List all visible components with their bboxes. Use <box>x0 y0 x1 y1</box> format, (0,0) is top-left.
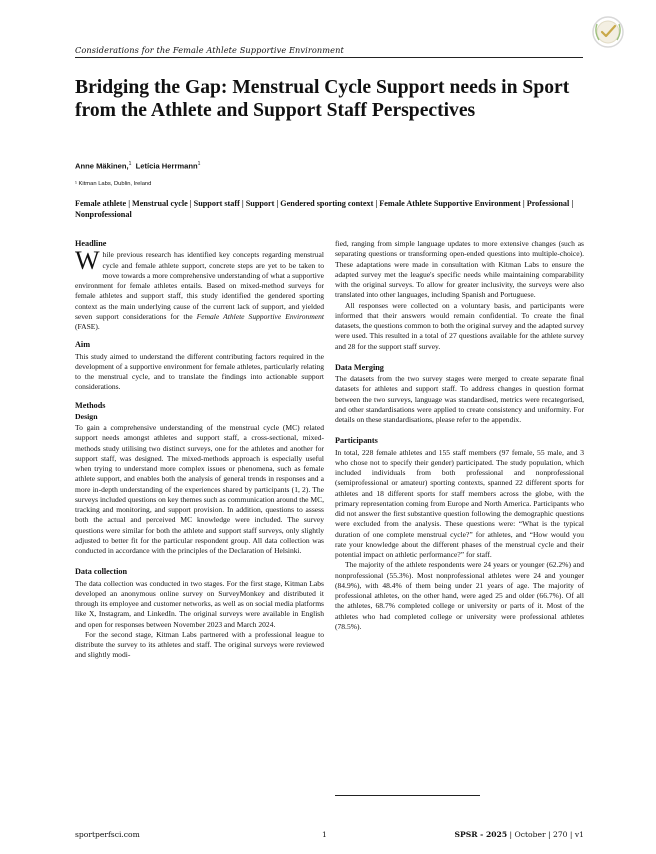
header-rule <box>75 57 583 58</box>
keywords: Female athlete | Menstrual cycle | Support staff | Support | Gendered sporting context | Female Athlete Supportive Environment | Professional | Nonprofessional <box>75 199 574 219</box>
affiliation: ¹ Kitman Labs, Dublin, Ireland <box>75 181 152 187</box>
section-heading: Data Merging <box>335 362 384 372</box>
section-heading: Data collection <box>75 567 128 577</box>
affiliation-marker: 1 <box>197 161 201 167</box>
data-merging-paragraph: The datasets from the two survey stages were merged to create separate final datasets for athletes and support staff. To address changes in question format between the two surveys, language was standardised, metrics were recategorised, and other standardisations were applied to create consistency and uniformity. For details on these standardisations, please refer to the appendix. <box>335 374 584 424</box>
data-collection-paragraph: The data collection was conducted in two stages. For the first stage, Kitman Labs developed an anonymous online survey on SurveyMonkey and distributed it through its employee and customer networks, as well as on social media platforms like X, Instagram, and LinkedIn. The original surveys were available in English and open for responses between November 2023 and March 2024. <box>75 578 324 629</box>
footnote-rule <box>335 795 480 796</box>
section-heading: Aim <box>75 340 91 350</box>
check-updates-icon <box>590 14 626 54</box>
affiliation-marker: 1 <box>128 161 132 167</box>
aim-paragraph: This study aimed to understand the different contributing factors required in the development of a supportive environment for female athletes, particularly relating to the menstrual cycle, and to translate the findings into actionable support considerations. <box>75 351 324 392</box>
drop-cap: W <box>75 246 100 276</box>
subsection-heading: Design <box>75 411 98 421</box>
journal-name: SPSR - 2025 <box>454 830 508 839</box>
running-head: Considerations for the Female Athlete Supportive Environment <box>75 45 344 55</box>
check-for-updates-logo[interactable] <box>590 14 626 54</box>
paper-title: Bridging the Gap: Menstrual Cycle Support needs in Sport from the Athlete and Support Staff Perspectives <box>75 77 570 121</box>
section-heading: Participants <box>335 436 378 446</box>
data-collection-paragraph: For the second stage, Kitman Labs partnered with a professional league to distribute the survey to its athletes and staff. The original surveys were reviewed and slightly modi- <box>75 629 324 660</box>
footer-journal-info <box>455 830 584 839</box>
author-list <box>75 161 200 171</box>
author-name[interactable]: Letícia Herrmann <box>135 161 198 171</box>
page-number: 1 <box>322 830 327 839</box>
right-column <box>335 239 584 632</box>
issue-info: | October | 270 | v1 <box>509 830 584 839</box>
participants-paragraph: The majority of the athlete respondents were 24 years or younger (62.2%) and nonprofessional (55.3%). Most nonprofessional athletes were 24 and younger (84.9%), with 48.4% of them being under 21 years of age. The majority of professional athletes, on the other hand, were aged 25 and older (66.7%). Of all the athletes, 68.7% completed college or university or parts of it. Most of the athletes who had completed college or university were professional athletes (78.5%). <box>335 560 584 631</box>
participants-paragraph: In total, 228 female athletes and 155 staff members (97 female, 55 male, and 3 who chose not to specify their gender) participated. The study population, which included individuals from both professional and nonprofessional (semiprofessional or amateur) sporting contexts, spanned 22 different sports for athletes and 18 different sports for staff members across the globe, with the primary representation coming from Europe and North America. Participants who did not answer the first substantive question following the demographic questions were excluded from the analysis. These questions were: “What is the typical duration of one complete menstrual cycle?” for athletes, and “How would you rate your knowledge about the different phases of the menstrual cycle and their potential impact on athletic performance?” for staff. <box>335 447 584 559</box>
footer-website-link[interactable]: sportperfsci.com <box>75 830 140 839</box>
responses-paragraph: All responses were collected on a voluntary basis, and participants were informed that their answers would remain confidential. To create the final datasets, the questions common to both the original survey and the adapted survey were used. This resulted in a total of 27 questions available for the athlete survey and 28 for the support staff survey. <box>335 300 584 351</box>
left-column <box>75 239 324 661</box>
design-paragraph: To gain a comprehensive understanding of the menstrual cycle (MC) related support needs amongst athletes and support staff, a cross-sectional, mixed-methods study utilising two distinct surveys, one for the athletes and another for support staff, was designed. The mixed-methods approach is especially useful when trying to understand more complex issues or phenomena, such as female athlete support, and enables both the analysis of general trends in responses and a more in-depth understanding of the experiences shared by participants (1, 2). The surveys included questions on key themes such as communication around the MC, tracking and monitoring, and support provision. In addition, questions to assess both the actual and perceived MC knowledge were included. The survey questions were similar for both the athlete and support staff surveys, only slightly adjusted to better fit for the particular respondent group. All data collection was conducted in accordance with the principles of the Declaration of Helsinki. <box>75 423 325 555</box>
author-name[interactable]: Anne Mäkinen, <box>75 161 129 171</box>
section-heading: Methods <box>75 400 106 410</box>
section-heading: Headline <box>75 239 107 248</box>
continued-paragraph: fied, ranging from simple language updates to more extensive changes (such as separating questions or transforming open-ended questions into multiple-choice). These adaptations were made in consultation with Kitman Labs to ensure the adapted survey met the league's specific needs while maintaining comparability with the original surveys. To allow for greater inclusivity, the surveys were also translated into other languages, including Spanish and Portuguese. <box>335 239 584 300</box>
headline-paragraph: While previous research has identified key concepts regarding menstrual cycle and female athlete support, concrete steps are yet to be taken to move towards a more comprehensive understanding of what a supportive environment for female athletes entails. Based on mixed-method surveys for female athletes and support staff, this study identified the gendered sporting context as the main underlying cause of the current lack of support, and yielded seven support considerations for the Female Athlete Supportive Environment (FASE). <box>75 246 324 331</box>
